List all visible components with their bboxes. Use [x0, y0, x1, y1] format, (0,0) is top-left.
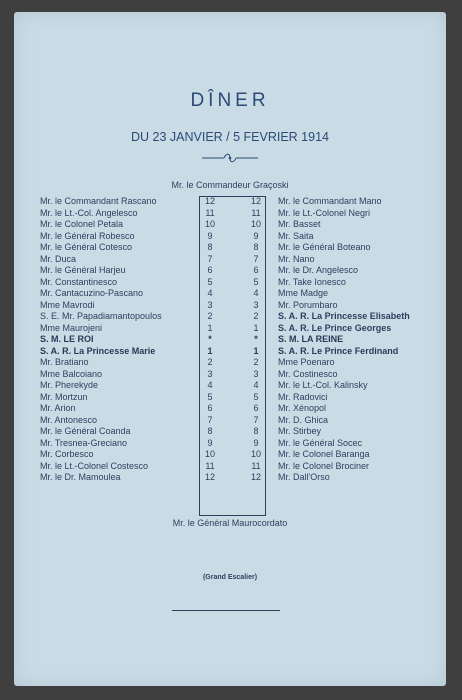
table-row: [14, 254, 446, 266]
left-guest-name: Mr. Duca: [40, 253, 77, 264]
right-seat-number: 6: [253, 265, 259, 275]
ornament-icon: [200, 152, 260, 164]
left-seat-number: 10: [204, 219, 215, 229]
signature-line: [172, 610, 280, 611]
table-row: [14, 334, 446, 346]
right-seat-number: 10: [250, 449, 261, 459]
table-row: [14, 438, 446, 450]
left-guest-name: Mr. le Commandant Rascano: [40, 196, 157, 206]
table-row: [14, 265, 446, 277]
table-row: [14, 426, 446, 438]
left-seat-number: 12: [204, 472, 215, 482]
left-seat-number: 10: [204, 449, 215, 459]
left-seat-number: 2: [207, 357, 213, 367]
location-label: (Grand Escalier): [202, 574, 258, 581]
left-seat-number: 7: [207, 414, 213, 425]
left-seat-number: 1: [207, 345, 213, 356]
right-seat-number: 7: [253, 253, 259, 264]
right-seat-number: 4: [253, 380, 259, 390]
left-guest-name: Mr. le Lt.-Colonel Costesco: [40, 460, 149, 471]
right-seat-number: 9: [253, 230, 259, 241]
left-seat-number: 4: [207, 288, 213, 298]
right-guest-name: Mr. Xénopol: [278, 403, 327, 413]
table-row: [14, 449, 446, 461]
right-seat-number: 5: [253, 276, 259, 287]
table-row: [14, 415, 446, 427]
right-guest-name: Mr. Saita: [278, 230, 314, 241]
table-row: [14, 196, 446, 208]
table-row: [14, 288, 446, 300]
left-guest-name: Mr. le Lt.-Col. Angelesco: [40, 207, 138, 218]
right-guest-name: S. M. LA REINE: [278, 334, 344, 344]
right-seat-number: *: [254, 334, 258, 344]
left-guest-name: Mme Balcoiano: [40, 368, 103, 379]
left-guest-name: Mr. Corbesco: [40, 449, 94, 459]
right-seat-number: 12: [250, 472, 261, 482]
table-row: [14, 323, 446, 335]
right-guest-name: S. A. R. La Princesse Elisabeth: [278, 311, 410, 321]
left-guest-name: Mr. Arion: [40, 403, 76, 413]
left-seat-number: 3: [207, 368, 213, 379]
left-seat-number: 12: [204, 196, 215, 206]
right-seat-number: 4: [253, 288, 259, 298]
right-guest-name: Mme Madge: [278, 288, 329, 298]
right-guest-name: Mr. Take Ionesco: [278, 276, 346, 287]
left-guest-name: Mme Maurojeni: [40, 322, 103, 333]
table-row: [14, 403, 446, 415]
left-guest-name: Mr. Antonesco: [40, 414, 98, 425]
right-seat-number: 8: [253, 242, 259, 252]
right-seat-number: 12: [250, 196, 261, 206]
left-seat-number: 6: [207, 403, 213, 413]
right-seat-number: 3: [253, 299, 259, 310]
left-guest-name: S. M. LE ROI: [40, 334, 94, 344]
menu-card: [14, 12, 446, 686]
right-guest-name: Mr. le Commandant Mano: [278, 196, 382, 206]
left-seat-number: 9: [207, 437, 213, 448]
right-seat-number: 9: [253, 437, 259, 448]
table-row: [14, 392, 446, 404]
right-guest-name: Mr. Radovici: [278, 391, 328, 402]
date-line: DU 23 JANVIER / 5 FEVRIER 1914: [131, 130, 329, 144]
table-row: [14, 300, 446, 312]
right-seat-number: 3: [253, 368, 259, 379]
left-guest-name: Mr. Tresnea-Greciano: [40, 437, 128, 448]
table-row: [14, 357, 446, 369]
left-guest-name: Mr. Bratiano: [40, 357, 89, 367]
seating-table: [14, 196, 446, 484]
right-seat-number: 11: [251, 207, 261, 218]
left-seat-number: 9: [207, 230, 213, 241]
right-guest-name: Mr. le Dr. Angelesco: [278, 265, 359, 275]
right-seat-number: 2: [253, 311, 259, 321]
right-guest-name: Mr. le Colonel Brociner: [278, 460, 370, 471]
left-guest-name: Mr. Pherekyde: [40, 380, 99, 390]
left-seat-number: 4: [207, 380, 213, 390]
left-guest-name: S. E. Mr. Papadiamantopoulos: [40, 311, 162, 321]
right-seat-number: 6: [253, 403, 259, 413]
table-row: [14, 311, 446, 323]
right-guest-name: Mr. le Lt.-Col. Kalinsky: [278, 380, 368, 390]
foot-of-table-guest: Mr. le Général Maurocordato: [172, 518, 288, 528]
table-row: [14, 277, 446, 289]
table-row: [14, 369, 446, 381]
left-guest-name: Mme Mavrodi: [40, 299, 95, 310]
table-row: [14, 242, 446, 254]
head-of-table-guest: Mr. le Commandeur Graçoski: [171, 180, 289, 190]
right-guest-name: Mme Poenaro: [278, 357, 335, 367]
right-guest-name: Mr. Stirbey: [278, 426, 322, 436]
right-guest-name: Mr. Porumbaro: [278, 299, 338, 310]
table-row: [14, 231, 446, 243]
right-seat-number: 10: [250, 219, 261, 229]
left-seat-number: 8: [207, 426, 213, 436]
right-seat-number: 7: [253, 414, 259, 425]
right-guest-name: Mr. le Général Boteano: [278, 242, 371, 252]
right-guest-name: Mr. D. Ghica: [278, 414, 329, 425]
left-seat-number: 8: [207, 242, 213, 252]
right-guest-name: S. A. R. Le Prince Georges: [278, 322, 392, 333]
left-guest-name: Mr. le Général Harjeu: [40, 265, 126, 275]
left-seat-number: 6: [207, 265, 213, 275]
right-seat-number: 1: [253, 322, 259, 333]
left-guest-name: Mr. le Général Coanda: [40, 426, 131, 436]
right-guest-name: Mr. le Colonel Baranga: [278, 449, 370, 459]
left-guest-name: Mr. Constantinesco: [40, 276, 118, 287]
table-row: [14, 219, 446, 231]
right-seat-number: 11: [251, 460, 261, 471]
right-seat-number: 1: [253, 345, 259, 356]
left-guest-name: Mr. le Général Robesco: [40, 230, 135, 241]
left-seat-number: 5: [207, 391, 213, 402]
right-guest-name: Mr. Basset: [278, 219, 321, 229]
left-seat-number: 2: [207, 311, 213, 321]
right-guest-name: Mr. le Général Socec: [278, 437, 363, 448]
left-guest-name: Mr. Cantacuzino-Pascano: [40, 288, 144, 298]
right-seat-number: 5: [253, 391, 259, 402]
left-guest-name: Mr. Mortzun: [40, 391, 88, 402]
left-seat-number: 3: [207, 299, 213, 310]
right-guest-name: Mr. Costinesco: [278, 368, 338, 379]
right-seat-number: 2: [253, 357, 259, 367]
right-guest-name: Mr. Nano: [278, 253, 315, 264]
page-title: DÎNER: [190, 90, 270, 111]
left-guest-name: Mr. le Général Cotesco: [40, 242, 133, 252]
left-guest-name: S. A. R. La Princesse Marie: [40, 345, 156, 356]
left-guest-name: Mr. le Colonel Petala: [40, 219, 124, 229]
left-seat-number: 11: [205, 460, 215, 471]
right-seat-number: 8: [253, 426, 259, 436]
table-row: [14, 208, 446, 220]
left-seat-number: 11: [205, 207, 215, 218]
table-row: [14, 461, 446, 473]
table-row: [14, 380, 446, 392]
left-seat-number: 5: [207, 276, 213, 287]
left-seat-number: 7: [207, 253, 213, 264]
table-row: [14, 472, 446, 484]
right-guest-name: S. A. R. Le Prince Ferdinand: [278, 345, 399, 356]
table-row: [14, 346, 446, 358]
left-seat-number: 1: [207, 322, 213, 333]
left-guest-name: Mr. le Dr. Mamoulea: [40, 472, 121, 482]
right-guest-name: Mr. le Lt.-Colonel Negri: [278, 207, 371, 218]
left-seat-number: *: [208, 334, 212, 344]
right-guest-name: Mr. Dall'Orso: [278, 472, 330, 482]
